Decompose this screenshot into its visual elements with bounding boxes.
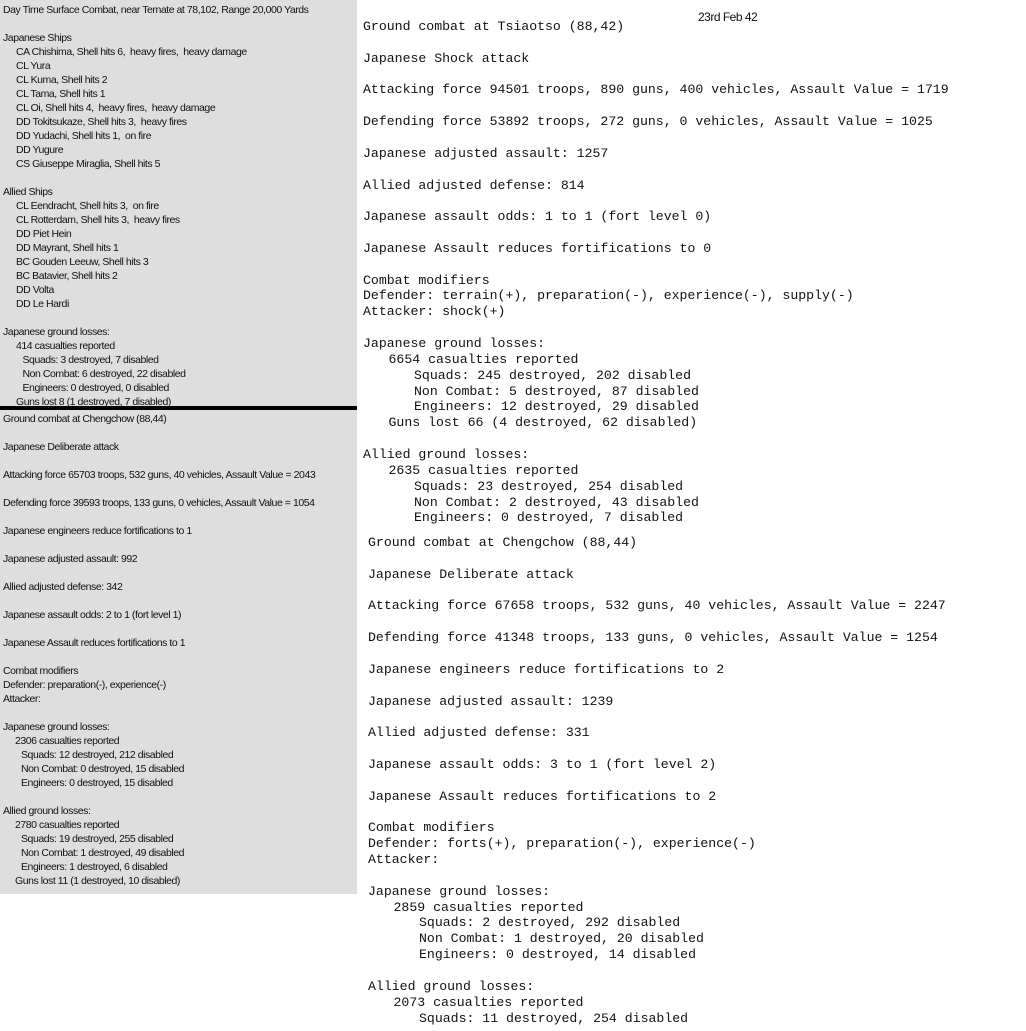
log-line: Attacking force 65703 troops, 532 guns, 40 vehicles, Assault Value = 2043 <box>3 469 316 481</box>
log-line: Non Combat: 5 destroyed, 87 disabled <box>414 383 699 399</box>
combat-summary-panel-top <box>0 0 357 406</box>
log-line: Japanese assault odds: 3 to 1 (fort level 2) <box>368 756 717 772</box>
log-line: CL Eendracht, Shell hits 3, on fire <box>16 200 159 212</box>
log-line: Japanese assault odds: 1 to 1 (fort level 0) <box>363 209 712 225</box>
log-line: Non Combat: 1 destroyed, 20 disabled <box>419 931 704 947</box>
log-line: Combat modifiers <box>363 272 490 288</box>
log-line: 2306 casualties reported <box>15 735 120 747</box>
log-line: Japanese Assault reduces fortifications to 1 <box>3 637 186 649</box>
log-line: Allied ground losses: <box>363 446 530 462</box>
combat-summary-panel-bottom <box>0 410 357 894</box>
log-line: Japanese Shock attack <box>363 50 530 66</box>
log-line: Engineers: 0 destroyed, 0 disabled <box>22 382 169 394</box>
log-line: Japanese adjusted assault: 1239 <box>368 693 614 709</box>
log-line: Defender: terrain(+), preparation(-), experience(-), supply(-) <box>363 288 854 304</box>
log-line: Combat modifiers <box>3 665 79 677</box>
log-line: Engineers: 0 destroyed, 15 disabled <box>21 777 173 789</box>
log-line: Squads: 19 destroyed, 255 disabled <box>21 833 174 845</box>
log-line: DD Mayrant, Shell hits 1 <box>16 242 119 254</box>
log-line: DD Yudachi, Shell hits 1, on fire <box>16 130 152 142</box>
log-line: Attacker: shock(+) <box>363 304 506 320</box>
log-line: CL Tama, Shell hits 1 <box>16 88 106 100</box>
log-line: Attacker: <box>368 852 440 867</box>
log-line: Japanese assault odds: 2 to 1 (fort level 1) <box>3 609 182 621</box>
log-line: Defender: preparation(-), experience(-) <box>3 679 166 691</box>
log-line: Guns lost 66 (4 destroyed, 62 disabled) <box>388 415 698 431</box>
log-line: Combat modifiers <box>368 820 495 836</box>
log-line: Defending force 39593 troops, 133 guns, 0 vehicles, Assault Value = 1054 <box>3 497 315 509</box>
log-line: 2073 casualties reported <box>393 994 584 1010</box>
log-line: Non Combat: 1 destroyed, 49 disabled <box>21 847 184 859</box>
log-line: Japanese Deliberate attack <box>3 441 119 453</box>
log-line: Engineers: 12 destroyed, 29 disabled <box>414 399 699 415</box>
log-line: Japanese engineers reduce fortifications to 2 <box>368 661 725 677</box>
log-line: Japanese Deliberate attack <box>368 566 574 582</box>
log-line: CL Kuma, Shell hits 2 <box>16 74 108 86</box>
log-line: Attacker: <box>3 693 41 705</box>
log-line: Engineers: 0 destroyed, 7 disabled <box>414 510 684 526</box>
log-line: Attacking force 94501 troops, 890 guns, 400 vehicles, Assault Value = 1719 <box>363 82 949 98</box>
log-line: Japanese Assault reduces fortifications to 0 <box>363 240 712 256</box>
log-line: Allied adjusted defense: 814 <box>363 177 585 193</box>
log-line: Ground combat at Chengchow (88,44) <box>3 413 167 425</box>
log-line: Japanese engineers reduce fortifications to 1 <box>3 525 192 537</box>
report-date: 23rd Feb 42 <box>698 10 758 24</box>
log-line: Japanese Assault reduces fortifications to 2 <box>368 788 717 804</box>
log-line: DD Le Hardi <box>16 298 69 310</box>
log-line: Squads: 12 destroyed, 212 disabled <box>21 749 174 761</box>
log-line: Defending force 53892 troops, 272 guns, 0 vehicles, Assault Value = 1025 <box>363 114 933 130</box>
log-line: Japanese Ships <box>3 32 72 44</box>
log-line: Engineers: 0 destroyed, 14 disabled <box>419 947 696 963</box>
log-line: CS Giuseppe Miraglia, Shell hits 5 <box>16 158 161 170</box>
log-line: CL Oi, Shell hits 4, heavy fires, heavy damage <box>16 102 216 114</box>
log-line: Japanese adjusted assault: 1257 <box>363 145 609 161</box>
log-line: Defending force 41348 troops, 133 guns, 0 vehicles, Assault Value = 1254 <box>368 630 938 646</box>
log-line: Allied ground losses: <box>3 805 91 817</box>
log-line: Japanese ground losses: <box>3 721 110 733</box>
log-line: Defender: forts(+), preparation(-), experience(-) <box>368 836 756 852</box>
log-line: CL Yura <box>16 60 51 72</box>
log-line: Day Time Surface Combat, near Ternate at 78,102, Range 20,000 Yards <box>3 4 309 16</box>
log-line: Squads: 2 destroyed, 292 disabled <box>419 915 681 931</box>
log-line: Japanese ground losses: <box>368 883 551 899</box>
log-line: Non Combat: 2 destroyed, 43 disabled <box>414 494 699 510</box>
log-line: Squads: 3 destroyed, 7 disabled <box>22 354 159 366</box>
log-line: 2780 casualties reported <box>15 819 120 831</box>
log-line: 6654 casualties reported <box>388 351 579 367</box>
log-line: Guns lost 11 (1 destroyed, 10 disabled) <box>15 875 180 887</box>
log-line: DD Tokitsukaze, Shell hits 3, heavy fires <box>16 116 187 128</box>
log-line: Allied ground losses: <box>368 978 535 994</box>
log-line: Non Combat: 6 destroyed, 22 disabled <box>22 368 186 380</box>
log-line: DD Piet Hein <box>16 228 72 240</box>
log-line: 414 casualties reported <box>16 340 115 352</box>
log-line: CL Rotterdam, Shell hits 3, heavy fires <box>16 214 180 226</box>
log-line: 2635 casualties reported <box>388 462 579 478</box>
log-line: Japanese ground losses: <box>363 336 546 351</box>
log-line: Engineers: 1 destroyed, 6 disabled <box>21 861 168 873</box>
log-line: Allied Ships <box>3 186 53 198</box>
log-line: Attacking force 67658 troops, 532 guns, 40 vehicles, Assault Value = 2247 <box>368 598 946 614</box>
log-line: 2859 casualties reported <box>393 899 584 915</box>
log-line: Guns lost 8 (1 destroyed, 7 disabled) <box>16 396 171 406</box>
log-line: DD Yugure <box>16 144 64 156</box>
log-line: Non Combat: 0 destroyed, 15 disabled <box>21 763 184 775</box>
log-line: Squads: 23 destroyed, 254 disabled <box>414 478 684 494</box>
log-line: DD Volta <box>16 284 54 296</box>
log-line: BC Batavier, Shell hits 2 <box>16 270 118 282</box>
log-line: Ground combat at Tsiaotso (88,42) <box>363 19 625 34</box>
log-line: Allied adjusted defense: 331 <box>368 725 590 741</box>
log-line: Squads: 245 destroyed, 202 disabled <box>414 367 691 383</box>
log-line: Allied adjusted defense: 342 <box>3 581 123 593</box>
log-line: Ground combat at Chengchow (88,44) <box>368 535 638 550</box>
log-line: Japanese ground losses: <box>3 326 110 338</box>
log-line: Squads: 11 destroyed, 254 disabled <box>419 1010 689 1026</box>
log-line: CA Chishima, Shell hits 6, heavy fires, heavy damage <box>16 46 247 58</box>
log-line: BC Gouden Leeuw, Shell hits 3 <box>16 256 149 268</box>
log-line: Japanese adjusted assault: 992 <box>3 553 138 565</box>
